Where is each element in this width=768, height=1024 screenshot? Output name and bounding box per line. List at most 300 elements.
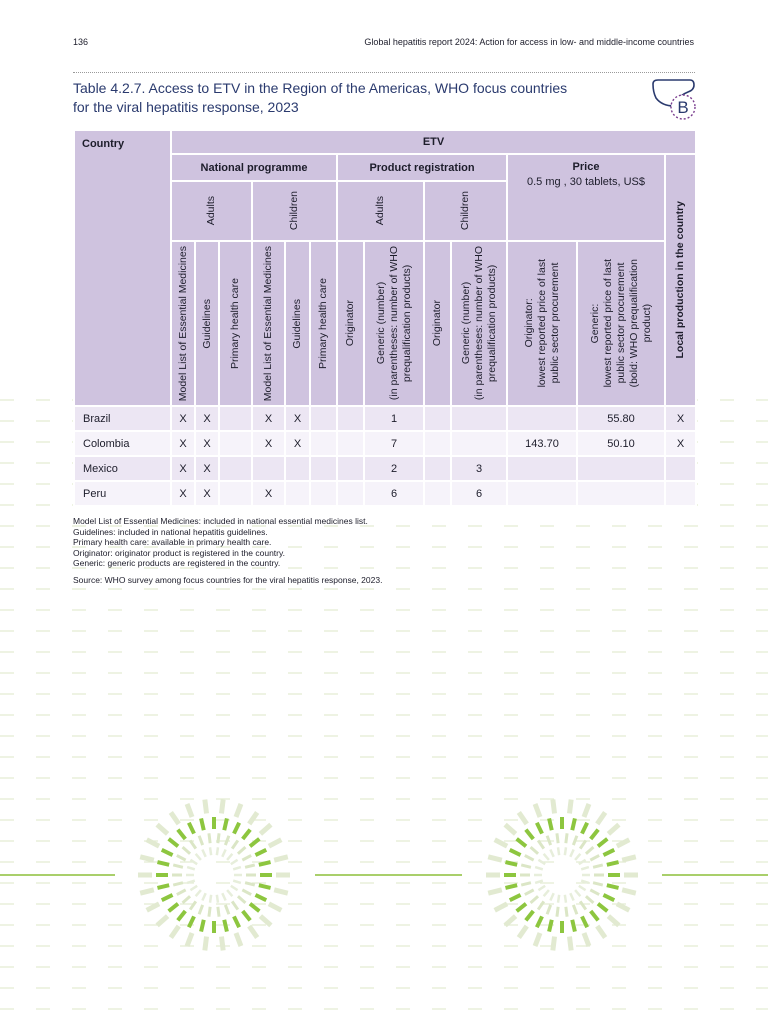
burst-ray xyxy=(217,847,218,855)
table-cell: X xyxy=(665,406,696,431)
burst-ray xyxy=(140,857,154,860)
burst-ray xyxy=(227,890,232,896)
burst-ray xyxy=(202,850,205,857)
np-adults xyxy=(171,181,252,241)
burst-ray xyxy=(190,901,196,909)
col-np-child-model-list xyxy=(252,241,285,406)
burst-ray xyxy=(224,920,227,932)
burst-ray xyxy=(178,911,185,920)
burst-ray xyxy=(538,840,544,848)
burst-ray xyxy=(157,825,167,834)
table-cell xyxy=(337,406,364,431)
burst-ray xyxy=(617,904,629,911)
burst-ray xyxy=(550,893,553,900)
burst-ray xyxy=(255,850,266,855)
table-cell: X xyxy=(195,481,219,506)
table-row xyxy=(74,431,696,456)
label-line: Generic (number) xyxy=(459,282,472,365)
burst-ray xyxy=(535,804,540,817)
burst-ray xyxy=(593,883,603,885)
table-row xyxy=(74,406,696,431)
burst-ray xyxy=(242,855,251,860)
burst-ray xyxy=(259,862,271,865)
burst-ray xyxy=(521,865,531,867)
col-pr-child-generic xyxy=(451,241,507,406)
burst-ray xyxy=(236,933,241,946)
table-cell xyxy=(424,431,451,456)
burst-ray xyxy=(582,916,587,927)
table-cell: X xyxy=(252,431,285,456)
burst-ray xyxy=(537,916,542,927)
burst-ray xyxy=(259,885,271,888)
header-etv: ETV xyxy=(171,130,696,154)
table-body xyxy=(74,406,696,506)
running-title: Global hepatitis report 2024: Action for access in low- and middle-income countries xyxy=(364,37,694,47)
label-line: prequalification products) xyxy=(400,264,413,383)
burst-ray xyxy=(227,854,232,860)
burst-ray xyxy=(525,890,534,895)
col-label xyxy=(460,246,499,400)
table-row xyxy=(74,481,696,506)
burst-ray xyxy=(510,850,521,855)
col-label: Model List of Essential Medicines xyxy=(176,245,189,402)
header-local-production xyxy=(665,154,696,406)
burst-ray xyxy=(572,920,575,932)
row-country: Peru xyxy=(74,481,171,506)
col-label: Guidelines xyxy=(200,298,213,349)
burst-ray xyxy=(608,825,618,834)
burst-ray xyxy=(169,904,178,911)
burst-ray xyxy=(517,839,526,846)
table-cell xyxy=(219,406,252,431)
col-label: Primary health care xyxy=(229,277,241,370)
burst-ray xyxy=(538,901,544,909)
table-cell xyxy=(577,481,665,506)
burst-ray xyxy=(238,896,245,903)
burst-ray xyxy=(535,867,543,869)
burst-ray xyxy=(488,890,502,893)
burst-ray xyxy=(183,847,190,854)
burst-ray xyxy=(591,911,598,920)
table-cell: X xyxy=(171,456,195,481)
burst-ray xyxy=(238,847,245,854)
burst-ray xyxy=(210,895,211,903)
burst-ray xyxy=(573,905,577,914)
burst-ray xyxy=(598,839,607,846)
burst-ray xyxy=(157,916,167,925)
burst-ray xyxy=(196,890,201,896)
burst-ray xyxy=(162,895,173,900)
burst-ray xyxy=(519,812,527,824)
burst-ray xyxy=(190,886,197,890)
burst-ray xyxy=(553,937,555,951)
table-cell xyxy=(285,481,310,506)
col-label xyxy=(589,259,654,387)
col-label xyxy=(375,246,414,400)
label-line: (in parentheses: number of WHO xyxy=(387,246,400,401)
header-national-programme: National programme xyxy=(171,154,337,181)
burst-ray xyxy=(255,895,266,900)
header-price xyxy=(507,154,665,241)
np-children-label: Children xyxy=(288,191,300,231)
table-cell xyxy=(310,481,337,506)
burst-ray xyxy=(538,886,545,890)
burst-ray xyxy=(525,855,534,860)
table-cell: X xyxy=(285,431,310,456)
burst-ray xyxy=(171,926,179,938)
burst-ray xyxy=(586,896,593,903)
table-cell: X xyxy=(252,481,285,506)
burst-ray xyxy=(260,916,270,925)
row-country: Brazil xyxy=(74,406,171,431)
burst-ray xyxy=(217,895,218,903)
burst-ray xyxy=(173,865,183,867)
burst-ray xyxy=(572,818,575,830)
label-line: prequalification products) xyxy=(485,264,498,383)
burst-ray xyxy=(222,850,225,857)
burst-ray xyxy=(591,830,598,839)
note-guidelines: Guidelines: included in national hepatitis guidelines. xyxy=(73,526,268,537)
burst-ray xyxy=(157,885,169,888)
note-model-list: Model List of Essential Medicines: included in national essential medicines list. xyxy=(73,516,368,526)
burst-ray xyxy=(598,904,607,911)
burst-ray xyxy=(531,896,538,903)
header-product-registration: Product registration xyxy=(337,154,507,181)
burst-ray xyxy=(274,890,288,893)
col-label: Guidelines xyxy=(291,298,303,349)
burst-ray xyxy=(505,916,515,925)
burst-ray xyxy=(586,847,593,854)
burst-ray xyxy=(590,890,599,895)
burst-ray xyxy=(597,926,605,938)
table-cell: 3 xyxy=(451,456,507,481)
row-country: Colombia xyxy=(74,431,171,456)
table-cell xyxy=(285,456,310,481)
burst-ray xyxy=(570,893,573,900)
burst-ray xyxy=(190,840,196,848)
burst-ray xyxy=(269,904,281,911)
badge-letter: B xyxy=(677,98,689,117)
burst-ray xyxy=(544,854,549,860)
table-cell xyxy=(665,456,696,481)
burst-ray xyxy=(622,857,636,860)
burst-ray xyxy=(607,885,619,888)
burst-ray xyxy=(232,840,238,848)
burst-ray xyxy=(581,867,589,869)
burst-ray xyxy=(603,895,614,900)
burst-ray xyxy=(201,818,204,830)
label-line: (in parentheses: number of WHO xyxy=(472,246,485,401)
burst-ray xyxy=(177,890,186,895)
col-pr-child-originator xyxy=(424,241,451,406)
burst-ray xyxy=(565,895,566,903)
burst-ray xyxy=(231,860,238,864)
burst-ray xyxy=(232,901,238,909)
label-line: product) xyxy=(640,304,653,343)
table-cell: 6 xyxy=(364,481,424,506)
burst-ray xyxy=(209,907,210,917)
burst-ray xyxy=(526,830,533,839)
table-title-line2: for the viral hepatitis response, 2023 xyxy=(73,99,299,115)
table-cell: 7 xyxy=(364,431,424,456)
burst-ray xyxy=(550,850,553,857)
table-cell xyxy=(507,406,577,431)
burst-ray xyxy=(549,818,552,830)
burst-ray xyxy=(549,920,552,932)
col-pr-adult-originator xyxy=(337,241,364,406)
burst-ray xyxy=(570,850,573,857)
burst-ray xyxy=(608,916,618,925)
burst-ray xyxy=(517,904,526,911)
radial-burst-left xyxy=(138,800,290,951)
burst-ray xyxy=(225,836,229,845)
burst-ray xyxy=(243,830,250,839)
price-subtitle: 0.5 mg , 30 tablets, US$ xyxy=(526,176,645,188)
table-cell: X xyxy=(665,431,696,456)
burst-ray xyxy=(199,905,203,914)
table-notes xyxy=(73,516,382,585)
dotted-divider xyxy=(73,72,695,73)
label-line: Generic: xyxy=(588,303,601,344)
burst-ray xyxy=(488,857,502,860)
burst-ray xyxy=(510,895,521,900)
burst-ray xyxy=(521,883,531,885)
pr-adults xyxy=(337,181,424,241)
label-line: lowest reported price of last xyxy=(535,259,548,388)
burst-ray xyxy=(250,904,259,911)
burst-ray xyxy=(569,937,571,951)
burst-ray xyxy=(233,867,241,869)
burst-ray xyxy=(544,890,549,896)
table-cell: X xyxy=(171,481,195,506)
label-line: public sector procurement xyxy=(614,263,627,384)
table-cell: 50.10 xyxy=(577,431,665,456)
burst-ray xyxy=(573,836,577,845)
burst-ray xyxy=(210,847,211,855)
burst-ray xyxy=(196,854,201,860)
table-cell: X xyxy=(285,406,310,431)
burst-ray xyxy=(169,839,178,846)
table-cell: 2 xyxy=(364,456,424,481)
table-cell xyxy=(451,431,507,456)
burst-ray xyxy=(183,896,190,903)
page-number: 136 xyxy=(73,37,89,47)
radial-burst-right xyxy=(486,800,638,951)
pr-children xyxy=(424,181,507,241)
source-note: Source: WHO survey among focus countries for the viral hepatitis response, 2023. xyxy=(73,574,383,585)
col-np-child-phc xyxy=(310,241,337,406)
burst-ray xyxy=(171,812,179,824)
table-cell xyxy=(310,431,337,456)
burst-ray xyxy=(584,804,589,817)
col-label xyxy=(523,259,562,387)
col-np-adult-guidelines xyxy=(195,241,219,406)
pr-children-label: Children xyxy=(459,191,471,231)
burst-ray xyxy=(575,854,580,860)
burst-ray xyxy=(505,825,515,834)
pr-adults-label: Adults xyxy=(374,196,386,226)
table-cell xyxy=(337,481,364,506)
table-cell xyxy=(424,456,451,481)
burst-ray xyxy=(221,800,223,814)
burst-ray xyxy=(178,830,185,839)
burst-ray xyxy=(274,857,288,860)
table-cell: 143.70 xyxy=(507,431,577,456)
table-cell xyxy=(337,431,364,456)
burst-ray xyxy=(579,886,586,890)
burst-ray xyxy=(233,881,241,883)
label-line: lowest reported price of last xyxy=(601,259,614,388)
table-cell xyxy=(219,481,252,506)
burst-ray xyxy=(558,847,559,855)
burst-ray xyxy=(505,885,517,888)
burst-ray xyxy=(243,911,250,920)
burst-ray xyxy=(593,865,603,867)
table-cell xyxy=(310,456,337,481)
np-children xyxy=(252,181,337,241)
burst-ray xyxy=(582,823,587,834)
local-production-label: Local production in the country xyxy=(674,201,687,359)
burst-ray xyxy=(607,862,619,865)
burst-ray xyxy=(202,893,205,900)
burst-ray xyxy=(590,855,599,860)
burst-ray xyxy=(622,890,636,893)
table-cell xyxy=(665,481,696,506)
burst-ray xyxy=(584,933,589,946)
burst-ray xyxy=(221,937,223,951)
burst-ray xyxy=(558,895,559,903)
burst-ray xyxy=(566,907,567,917)
label-line: (bold: WHO prequalification xyxy=(627,259,640,388)
row-country: Mexico xyxy=(74,456,171,481)
burst-ray xyxy=(597,812,605,824)
note-originator: Originator: originator product is registered in the country. xyxy=(73,547,285,558)
burst-ray xyxy=(519,926,527,938)
table-cell xyxy=(507,481,577,506)
col-label: Model List of Essential Medicines xyxy=(262,245,274,402)
burst-ray xyxy=(189,823,194,834)
table-cell xyxy=(219,431,252,456)
col-np-adult-model-list xyxy=(171,241,195,406)
table-cell: X xyxy=(195,431,219,456)
table-cell xyxy=(424,481,451,506)
np-adults-label: Adults xyxy=(205,196,217,226)
burst-ray xyxy=(140,890,154,893)
burst-ray xyxy=(222,893,225,900)
table-cell: X xyxy=(195,456,219,481)
table-cell xyxy=(424,406,451,431)
burst-ray xyxy=(162,850,173,855)
table-cell: X xyxy=(252,406,285,431)
col-label: Originator xyxy=(344,300,356,347)
label-line: Generic (number) xyxy=(374,282,387,365)
table-cell: X xyxy=(171,406,195,431)
col-label: Primary health care xyxy=(317,277,329,370)
burst-ray xyxy=(201,920,204,932)
burst-ray xyxy=(260,825,270,834)
burst-ray xyxy=(565,847,566,855)
label-line: Originator: xyxy=(522,298,535,349)
burst-ray xyxy=(187,804,192,817)
burst-ray xyxy=(224,818,227,830)
table-cell xyxy=(451,406,507,431)
col-price-originator xyxy=(507,241,577,406)
table-row xyxy=(74,456,696,481)
table-cell xyxy=(310,406,337,431)
table-cell xyxy=(507,456,577,481)
table-cell xyxy=(337,456,364,481)
burst-ray xyxy=(566,833,567,843)
burst-ray xyxy=(569,800,571,814)
burst-ray xyxy=(250,839,259,846)
burst-ray xyxy=(234,823,239,834)
table-cell: X xyxy=(195,406,219,431)
burst-ray xyxy=(157,862,169,865)
note-generic: Generic: generic products are registered in the country. xyxy=(73,558,281,568)
burst-ray xyxy=(531,847,538,854)
burst-ray xyxy=(218,907,219,917)
burst-ray xyxy=(249,926,257,938)
col-price-generic xyxy=(577,241,665,406)
table-cell: X xyxy=(171,431,195,456)
burst-ray xyxy=(205,800,207,814)
burst-ray xyxy=(245,865,255,867)
burst-ray xyxy=(580,901,586,909)
burst-ray xyxy=(575,890,580,896)
price-title: Price xyxy=(572,161,600,173)
burst-ray xyxy=(537,823,542,834)
label-line: public sector procurement xyxy=(548,263,561,384)
liver-icon xyxy=(650,78,696,122)
burst-ray xyxy=(557,907,558,917)
table-title-line1: Table 4.2.7. Access to ETV in the Region of the Americas, WHO focus countries xyxy=(73,80,568,96)
burst-ray xyxy=(505,862,517,865)
burst-ray xyxy=(580,840,586,848)
col-np-adult-phc xyxy=(219,241,252,406)
burst-ray xyxy=(249,812,257,824)
header-country: Country xyxy=(74,130,171,406)
burst-ray xyxy=(526,911,533,920)
burst-ray xyxy=(205,937,207,951)
burst-ray xyxy=(199,836,203,845)
col-pr-adult-generic xyxy=(364,241,424,406)
burst-ray xyxy=(553,800,555,814)
table-title xyxy=(73,79,613,117)
table-cell: 55.80 xyxy=(577,406,665,431)
col-np-child-guidelines xyxy=(285,241,310,406)
burst-ray xyxy=(187,933,192,946)
table-cell xyxy=(252,456,285,481)
burst-ray xyxy=(147,904,159,911)
burst-ray xyxy=(236,804,241,817)
burst-ray xyxy=(234,916,239,927)
burst-ray xyxy=(495,904,507,911)
burst-ray xyxy=(547,905,551,914)
burst-ray xyxy=(231,886,238,890)
burst-ray xyxy=(218,833,219,843)
burst-ray xyxy=(189,916,194,927)
table-cell xyxy=(219,456,252,481)
burst-ray xyxy=(242,890,251,895)
table-cell: 6 xyxy=(451,481,507,506)
burst-ray xyxy=(557,833,558,843)
note-phc: Primary health care: available in primary health care. xyxy=(73,537,272,547)
burst-ray xyxy=(177,855,186,860)
burst-ray xyxy=(269,840,281,847)
col-label: Originator xyxy=(431,300,443,347)
burst-ray xyxy=(173,883,183,885)
burst-ray xyxy=(603,850,614,855)
